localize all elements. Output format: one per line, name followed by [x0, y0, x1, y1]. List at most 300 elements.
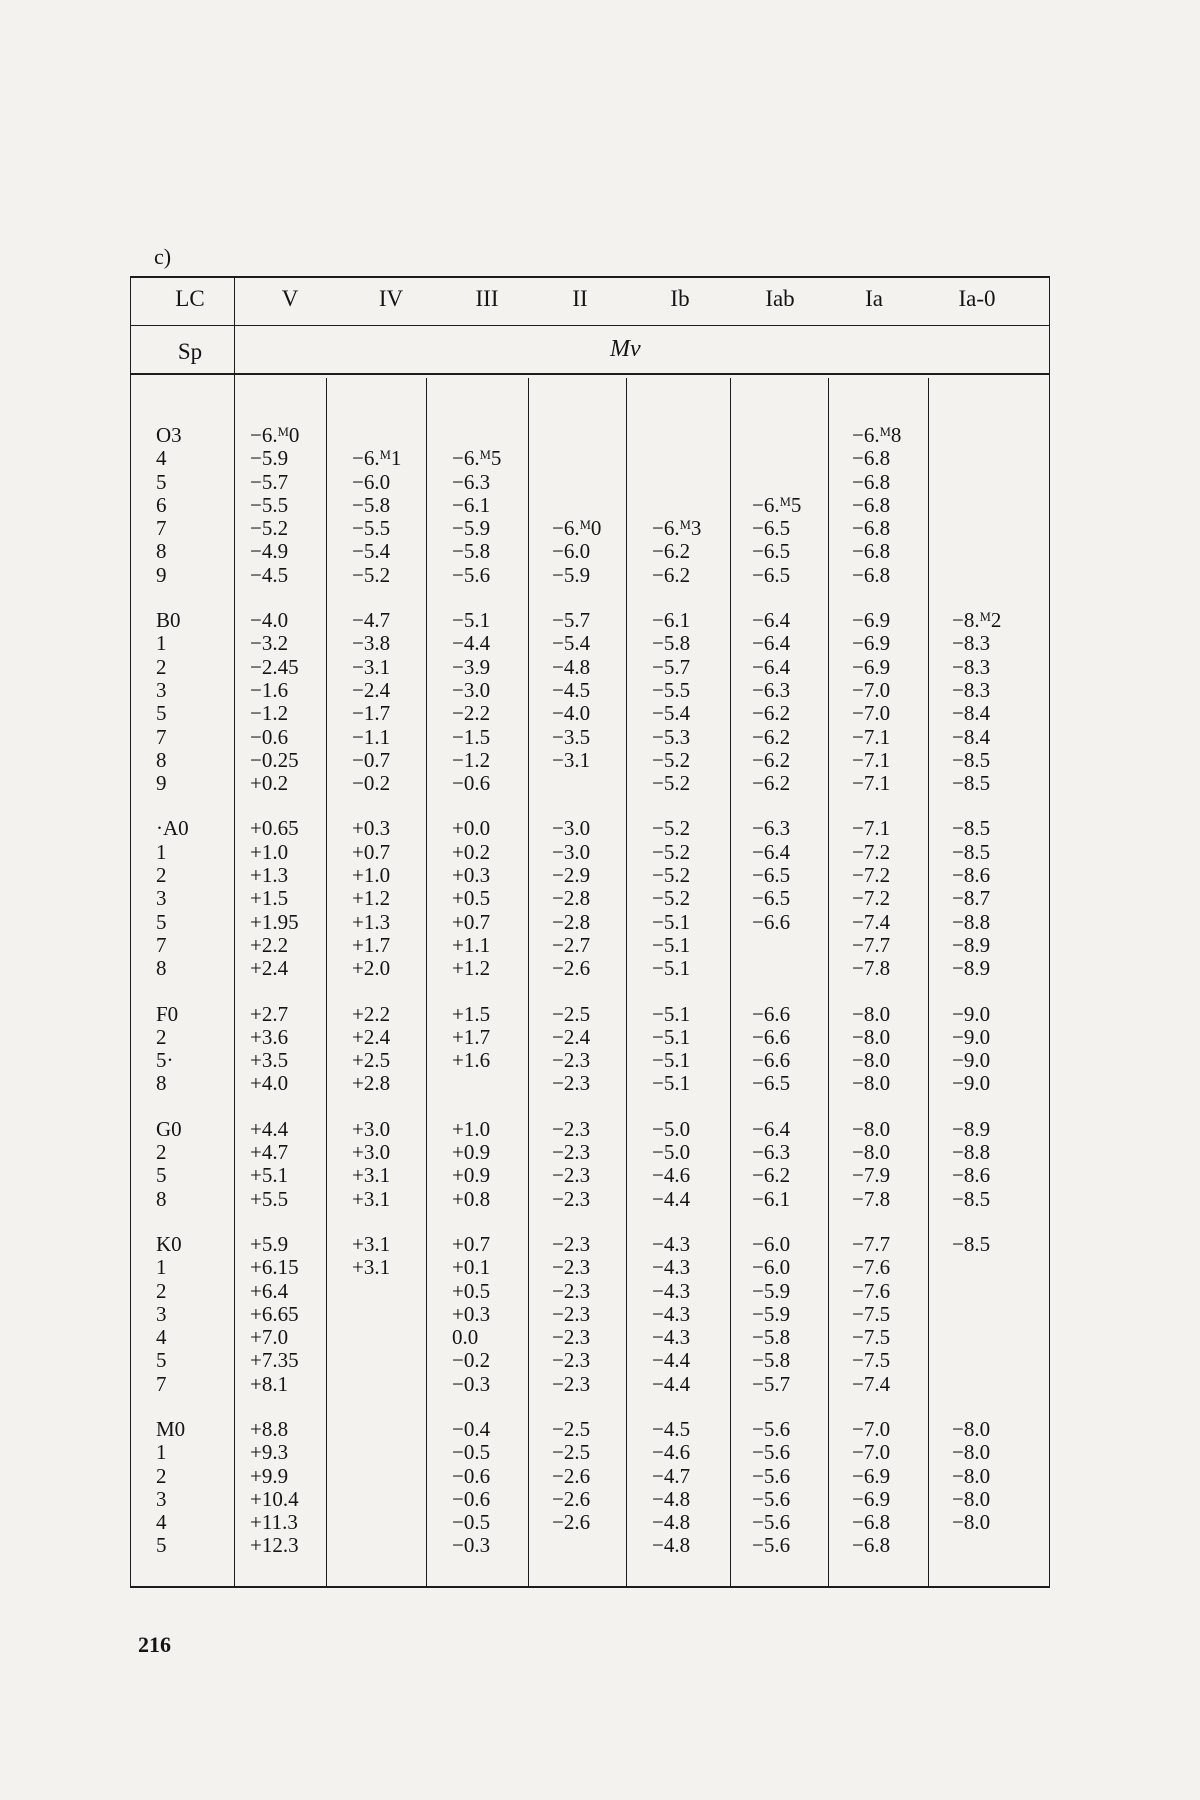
group-gap	[952, 1096, 1001, 1118]
group-gap	[452, 587, 501, 609]
group-gap	[552, 981, 601, 1003]
magnitude-cell: −7.5	[852, 1348, 891, 1373]
magnitude-cell: +0.3	[452, 863, 491, 888]
group-gap	[552, 1096, 601, 1118]
spectral-type-cell: B0	[156, 608, 181, 633]
magnitude-cell: +3.0	[352, 1116, 391, 1141]
magnitude-cell: −6.ᴹ5	[752, 492, 802, 517]
magnitude-cell: −5.3	[652, 724, 691, 749]
group-gap	[952, 1396, 1001, 1418]
group-gap	[752, 1096, 801, 1118]
magnitude-cell: −3.1	[552, 747, 591, 772]
magnitude-cell: +2.2	[250, 932, 289, 957]
table-right-border	[1049, 276, 1050, 1588]
magnitude-cell	[952, 1256, 1001, 1279]
magnitude-cell	[952, 1373, 1001, 1396]
magnitude-cell: +6.65	[250, 1301, 299, 1326]
magnitude-cell: −8.3	[952, 677, 991, 702]
magnitude-cell: −5.9	[752, 1278, 791, 1303]
magnitude-cell: −5.2	[250, 516, 289, 541]
group-gap	[250, 1096, 299, 1118]
group-gap	[852, 1211, 901, 1233]
magnitude-cell: −0.5	[452, 1440, 491, 1465]
magnitude-cell: −2.3	[552, 1048, 591, 1073]
magnitude-cell: −2.2	[452, 701, 491, 726]
group-gap	[156, 1211, 189, 1233]
magnitude-cell: −8.3	[952, 654, 991, 679]
magnitude-cell: −1.6	[250, 677, 289, 702]
spectral-type-cell: 8	[156, 1071, 167, 1096]
magnitude-cell: −4.3	[652, 1231, 691, 1256]
spectral-type-cell: 3	[156, 1486, 167, 1511]
magnitude-cell: −5.4	[352, 539, 391, 564]
magnitude-cell	[652, 424, 701, 447]
group-gap	[352, 1396, 401, 1418]
magnitude-cell: −8.5	[952, 839, 991, 864]
magnitude-cell: +1.3	[352, 909, 391, 934]
group-gap	[552, 795, 601, 817]
magnitude-cell: −7.1	[852, 724, 891, 749]
magnitude-cell: −3.0	[552, 839, 591, 864]
magnitude-cell: −6.5	[752, 886, 791, 911]
magnitude-cell	[952, 1349, 1001, 1372]
spectral-type-cell: ·A0	[156, 816, 189, 841]
magnitude-cell	[952, 1534, 1001, 1557]
spectral-type-cell: 2	[156, 863, 167, 888]
magnitude-cell: −4.3	[652, 1255, 691, 1280]
magnitude-cell: −2.3	[552, 1278, 591, 1303]
column-divider	[528, 378, 529, 1586]
magnitude-cell: −5.1	[652, 1071, 691, 1096]
magnitude-cell: −5.6	[752, 1416, 791, 1441]
magnitude-cell: −5.4	[552, 631, 591, 656]
magnitude-cell: −8.5	[952, 816, 991, 841]
spectral-type-cell: 7	[156, 932, 167, 957]
table-bottom-rule	[130, 1586, 1050, 1588]
magnitude-cell	[352, 1303, 401, 1326]
magnitude-cell: −4.8	[652, 1510, 691, 1535]
magnitude-cell: +6.15	[250, 1255, 299, 1280]
magnitude-cell: −8.9	[952, 932, 991, 957]
magnitude-cell: −6.2	[752, 701, 791, 726]
magnitude-cell: +0.8	[452, 1186, 491, 1211]
magnitude-cell: −4.9	[250, 539, 289, 564]
magnitude-cell: −6.8	[852, 469, 891, 494]
magnitude-cell: −8.0	[952, 1440, 991, 1465]
magnitude-cell: −7.8	[852, 1186, 891, 1211]
magnitude-cell: −5.1	[652, 909, 691, 934]
magnitude-cell: −0.4	[452, 1416, 491, 1441]
group-gap	[652, 981, 701, 1003]
magnitude-cell: +0.5	[452, 886, 491, 911]
magnitude-cell: −5.6	[752, 1510, 791, 1535]
magnitude-cell: −2.7	[552, 932, 591, 957]
magnitude-cell: −8.9	[952, 1116, 991, 1141]
magnitude-cell: +1.6	[452, 1048, 491, 1073]
magnitude-cell: −8.4	[952, 701, 991, 726]
magnitude-cell: −8.5	[952, 1186, 991, 1211]
magnitude-cell: +3.1	[352, 1186, 391, 1211]
lc-value-column	[452, 424, 501, 1558]
spectral-type-cell: 6	[156, 492, 167, 517]
magnitude-cell: −2.6	[552, 1510, 591, 1535]
group-gap	[752, 1396, 801, 1418]
magnitude-cell	[552, 1534, 601, 1557]
magnitude-cell: −6.2	[752, 724, 791, 749]
magnitude-cell: 0.0	[452, 1325, 479, 1350]
magnitude-cell: −7.6	[852, 1255, 891, 1280]
magnitude-cell: −7.7	[852, 1231, 891, 1256]
magnitude-cell: −6.8	[852, 562, 891, 587]
magnitude-cell: −6.3	[752, 816, 791, 841]
magnitude-cell: −4.8	[652, 1533, 691, 1558]
magnitude-cell: +1.7	[452, 1024, 491, 1049]
magnitude-cell: +9.9	[250, 1463, 289, 1488]
magnitude-cell: −6.0	[752, 1231, 791, 1256]
magnitude-cell: −4.5	[250, 562, 289, 587]
magnitude-cell: +2.4	[250, 956, 289, 981]
group-gap	[952, 981, 1001, 1003]
group-gap	[652, 587, 701, 609]
magnitude-cell: −4.4	[652, 1348, 691, 1373]
magnitude-cell: −4.5	[652, 1416, 691, 1441]
group-gap	[752, 1211, 801, 1233]
spectral-type-cell: 9	[156, 562, 167, 587]
magnitude-cell: −6.6	[752, 1024, 791, 1049]
group-gap	[652, 795, 701, 817]
spectral-type-cell: 4	[156, 1510, 167, 1535]
spectral-type-cell: 3	[156, 677, 167, 702]
lc-value-column	[652, 424, 701, 1558]
column-divider	[928, 378, 929, 1586]
magnitude-cell: −0.6	[452, 771, 491, 796]
lc-value-column	[250, 424, 299, 1558]
magnitude-cell: +1.5	[452, 1001, 491, 1026]
magnitude-cell: +4.0	[250, 1071, 289, 1096]
magnitude-cell: −6.4	[752, 839, 791, 864]
group-gap	[452, 1096, 501, 1118]
magnitude-cell: −2.3	[552, 1348, 591, 1373]
sp-column-divider	[234, 276, 235, 1588]
spectral-type-cell: G0	[156, 1116, 182, 1141]
magnitude-cell: −8.0	[852, 1116, 891, 1141]
group-gap	[250, 981, 299, 1003]
magnitude-cell	[552, 424, 601, 447]
magnitude-cell	[352, 1326, 401, 1349]
magnitude-cell: +2.5	[352, 1048, 391, 1073]
magnitude-cell: −5.7	[552, 608, 591, 633]
magnitude-cell: −2.45	[250, 654, 299, 679]
magnitude-cell: −6.2	[652, 539, 691, 564]
magnitude-cell: −6.8	[852, 446, 891, 471]
spectral-type-cell: 7	[156, 1371, 167, 1396]
magnitude-cell	[352, 1441, 401, 1464]
magnitude-cell: −2.6	[552, 1463, 591, 1488]
magnitude-cell	[452, 424, 501, 447]
magnitude-cell: −8.0	[952, 1463, 991, 1488]
magnitude-cell: −6.5	[752, 562, 791, 587]
group-gap	[852, 1096, 901, 1118]
lc-column-header: Iab	[765, 286, 795, 311]
magnitude-cell: +7.35	[250, 1348, 299, 1373]
magnitude-cell: −2.3	[552, 1186, 591, 1211]
magnitude-cell: +1.0	[452, 1116, 491, 1141]
magnitude-cell: −1.2	[452, 747, 491, 772]
magnitude-cell: −6.1	[452, 492, 491, 517]
magnitude-cell: −7.2	[852, 863, 891, 888]
magnitude-cell: +0.3	[352, 816, 391, 841]
magnitude-cell: +3.1	[352, 1163, 391, 1188]
group-gap	[452, 1396, 501, 1418]
magnitude-cell: −4.4	[652, 1371, 691, 1396]
spectral-type-cell: 1	[156, 631, 167, 656]
magnitude-cell: +3.5	[250, 1048, 289, 1073]
magnitude-cell: −7.8	[852, 956, 891, 981]
magnitude-cell: −8.8	[952, 909, 991, 934]
magnitude-cell: −6.5	[752, 539, 791, 564]
magnitude-cell: +0.1	[452, 1255, 491, 1280]
group-gap	[752, 981, 801, 1003]
magnitude-cell: −8.0	[852, 1024, 891, 1049]
magnitude-cell	[352, 1488, 401, 1511]
magnitude-cell	[652, 447, 701, 470]
magnitude-cell: +4.4	[250, 1116, 289, 1141]
magnitude-cell: −6.1	[752, 1186, 791, 1211]
lc-header: LC	[175, 286, 205, 311]
spectral-type-cell: 4	[156, 446, 167, 471]
magnitude-cell: −6.3	[452, 469, 491, 494]
magnitude-cell: −4.4	[452, 631, 491, 656]
magnitude-cell: +11.3	[250, 1510, 298, 1535]
magnitude-cell: +0.7	[452, 1231, 491, 1256]
magnitude-cell: +3.0	[352, 1140, 391, 1165]
magnitude-cell: −2.3	[552, 1163, 591, 1188]
lc-column-header: II	[572, 286, 588, 311]
magnitude-cell: +3.1	[352, 1231, 391, 1256]
magnitude-cell: −6.9	[852, 1463, 891, 1488]
spectral-type-cell: K0	[156, 1231, 182, 1256]
spectral-type-cell: 5	[156, 909, 167, 934]
group-gap	[352, 795, 401, 817]
magnitude-cell: −5.1	[652, 1024, 691, 1049]
magnitude-cell: −8.6	[952, 863, 991, 888]
magnitude-cell	[952, 517, 1001, 540]
magnitude-cell	[352, 1465, 401, 1488]
magnitude-cell: +5.9	[250, 1231, 289, 1256]
magnitude-cell: −6.5	[752, 863, 791, 888]
group-gap	[156, 795, 189, 817]
magnitude-cell: −6.0	[552, 539, 591, 564]
magnitude-cell	[552, 447, 601, 470]
lc-column-header: Ia-0	[958, 286, 996, 311]
lc-column-header: IV	[378, 286, 404, 311]
section-label: c)	[154, 244, 172, 269]
magnitude-cell: −6.3	[752, 1140, 791, 1165]
magnitude-cell: −8.5	[952, 1231, 991, 1256]
magnitude-cell: −4.0	[250, 608, 289, 633]
magnitude-cell: −5.2	[652, 886, 691, 911]
spectral-type-cell: 5	[156, 701, 167, 726]
magnitude-cell: −6.1	[652, 608, 691, 633]
magnitude-cell	[352, 1511, 401, 1534]
magnitude-cell: −6.5	[752, 516, 791, 541]
magnitude-cell: +1.95	[250, 909, 299, 934]
magnitude-cell: −7.1	[852, 816, 891, 841]
magnitude-cell: +3.6	[250, 1024, 289, 1049]
spectral-type-cell: 2	[156, 1140, 167, 1165]
magnitude-cell: −6.8	[852, 1510, 891, 1535]
group-gap	[852, 795, 901, 817]
magnitude-cell: +1.3	[250, 863, 289, 888]
magnitude-cell: −7.0	[852, 677, 891, 702]
group-gap	[752, 587, 801, 609]
group-gap	[552, 587, 601, 609]
magnitude-cell: −6.6	[752, 1048, 791, 1073]
lc-value-column	[552, 424, 601, 1558]
magnitude-cell: −7.6	[852, 1278, 891, 1303]
magnitude-cell: −4.7	[652, 1463, 691, 1488]
group-gap	[652, 1396, 701, 1418]
group-gap	[952, 795, 1001, 817]
group-gap	[552, 1396, 601, 1418]
magnitude-cell: −2.3	[552, 1255, 591, 1280]
group-gap	[552, 1211, 601, 1233]
magnitude-cell: −6.2	[652, 562, 691, 587]
spectral-type-cell: 3	[156, 886, 167, 911]
absolute-magnitude-label	[610, 336, 641, 363]
magnitude-cell: −2.3	[552, 1140, 591, 1165]
magnitude-cell: −3.8	[352, 631, 391, 656]
magnitude-cell: −6.ᴹ8	[852, 423, 902, 447]
magnitude-cell: −2.8	[552, 886, 591, 911]
spectral-type-cell: 9	[156, 771, 167, 796]
magnitude-cell: −4.6	[652, 1163, 691, 1188]
magnitude-cell: −5.7	[652, 654, 691, 679]
magnitude-cell: +0.9	[452, 1140, 491, 1165]
magnitude-cell: −0.3	[452, 1371, 491, 1396]
magnitude-cell: −7.2	[852, 839, 891, 864]
magnitude-cell	[352, 1418, 401, 1441]
magnitude-cell: −7.1	[852, 771, 891, 796]
magnitude-cell: −7.9	[852, 1163, 891, 1188]
spectral-type-cell: 5	[156, 1533, 167, 1558]
magnitude-cell: −5.6	[752, 1463, 791, 1488]
magnitude-cell: −5.2	[652, 816, 691, 841]
lc-column-header: V	[281, 286, 299, 311]
magnitude-cell	[952, 540, 1001, 563]
magnitude-cell: +0.2	[250, 771, 289, 796]
magnitude-cell: +0.5	[452, 1278, 491, 1303]
magnitude-cell: +0.0	[452, 816, 491, 841]
magnitude-cell: +1.1	[452, 932, 491, 957]
magnitude-cell: −8.6	[952, 1163, 991, 1188]
magnitude-cell: −8.0	[952, 1486, 991, 1511]
lc-column-header: III	[475, 286, 499, 311]
spectral-type-cell: 2	[156, 1463, 167, 1488]
magnitude-cell: −6.4	[752, 608, 791, 633]
magnitude-cell: −4.3	[652, 1301, 691, 1326]
magnitude-cell: −7.7	[852, 932, 891, 957]
magnitude-cell: −2.3	[552, 1071, 591, 1096]
magnitude-cell: −5.9	[452, 516, 491, 541]
magnitude-cell: +0.7	[452, 909, 491, 934]
magnitude-cell: +3.1	[352, 1255, 391, 1280]
magnitude-cell: −0.2	[352, 771, 391, 796]
magnitude-cell: −8.0	[852, 1001, 891, 1026]
magnitude-cell: +1.0	[250, 839, 289, 864]
magnitude-cell: −5.6	[752, 1440, 791, 1465]
magnitude-cell: −7.0	[852, 1440, 891, 1465]
magnitude-cell: −9.0	[952, 1024, 991, 1049]
magnitude-cell	[652, 471, 701, 494]
magnitude-cell	[352, 424, 401, 447]
spectral-type-cell: 2	[156, 654, 167, 679]
mv-label-text: Mv	[610, 336, 641, 362]
magnitude-cell: −4.5	[552, 677, 591, 702]
magnitude-cell: −4.3	[652, 1278, 691, 1303]
group-gap	[352, 1211, 401, 1233]
magnitude-cell: −4.8	[652, 1486, 691, 1511]
magnitude-cell: −5.9	[552, 562, 591, 587]
magnitude-cell: +10.4	[250, 1486, 299, 1511]
magnitude-cell: +8.1	[250, 1371, 289, 1396]
group-gap	[352, 1096, 401, 1118]
spectral-type-cell: 7	[156, 724, 167, 749]
magnitude-cell: −5.2	[652, 747, 691, 772]
group-gap	[156, 981, 189, 1003]
magnitude-cell: +5.1	[250, 1163, 289, 1188]
magnitude-cell	[552, 772, 601, 795]
magnitude-cell	[552, 494, 601, 517]
magnitude-cell: −6.9	[852, 1486, 891, 1511]
magnitude-cell: +9.3	[250, 1440, 289, 1465]
magnitude-cell: −3.0	[552, 816, 591, 841]
magnitude-cell: +0.9	[452, 1163, 491, 1188]
magnitude-cell: −7.5	[852, 1301, 891, 1326]
group-gap	[250, 1211, 299, 1233]
group-gap	[250, 587, 299, 609]
magnitude-cell: −6.ᴹ0	[250, 423, 300, 447]
magnitude-cell: +1.0	[352, 863, 391, 888]
spectral-type-cell: F0	[156, 1001, 179, 1026]
magnitude-cell: −0.6	[452, 1463, 491, 1488]
table-left-border	[130, 276, 131, 1588]
magnitude-cell: +0.3	[452, 1301, 491, 1326]
group-gap	[852, 1396, 901, 1418]
magnitude-cell: −2.3	[552, 1116, 591, 1141]
group-gap	[452, 1211, 501, 1233]
magnitude-cell: −8.0	[952, 1510, 991, 1535]
magnitude-cell: −5.5	[250, 492, 289, 517]
column-divider	[828, 378, 829, 1586]
column-divider	[626, 378, 627, 1586]
magnitude-cell: −8.0	[852, 1048, 891, 1073]
magnitude-cell: +0.7	[352, 839, 391, 864]
magnitude-cell: −6.ᴹ3	[652, 516, 702, 541]
magnitude-cell: −5.2	[652, 839, 691, 864]
magnitude-cell	[352, 1280, 401, 1303]
magnitude-cell: −6.8	[852, 492, 891, 517]
magnitude-cell: −4.3	[652, 1325, 691, 1350]
magnitude-cell: −2.5	[552, 1416, 591, 1441]
magnitude-cell: −8.5	[952, 747, 991, 772]
magnitude-cell: −2.6	[552, 1486, 591, 1511]
spectral-type-cell: 1	[156, 1440, 167, 1465]
magnitude-cell: −5.8	[452, 539, 491, 564]
lc-column-header: Ib	[670, 286, 690, 311]
magnitude-cell: −5.5	[352, 516, 391, 541]
magnitude-cell: −6.3	[752, 677, 791, 702]
